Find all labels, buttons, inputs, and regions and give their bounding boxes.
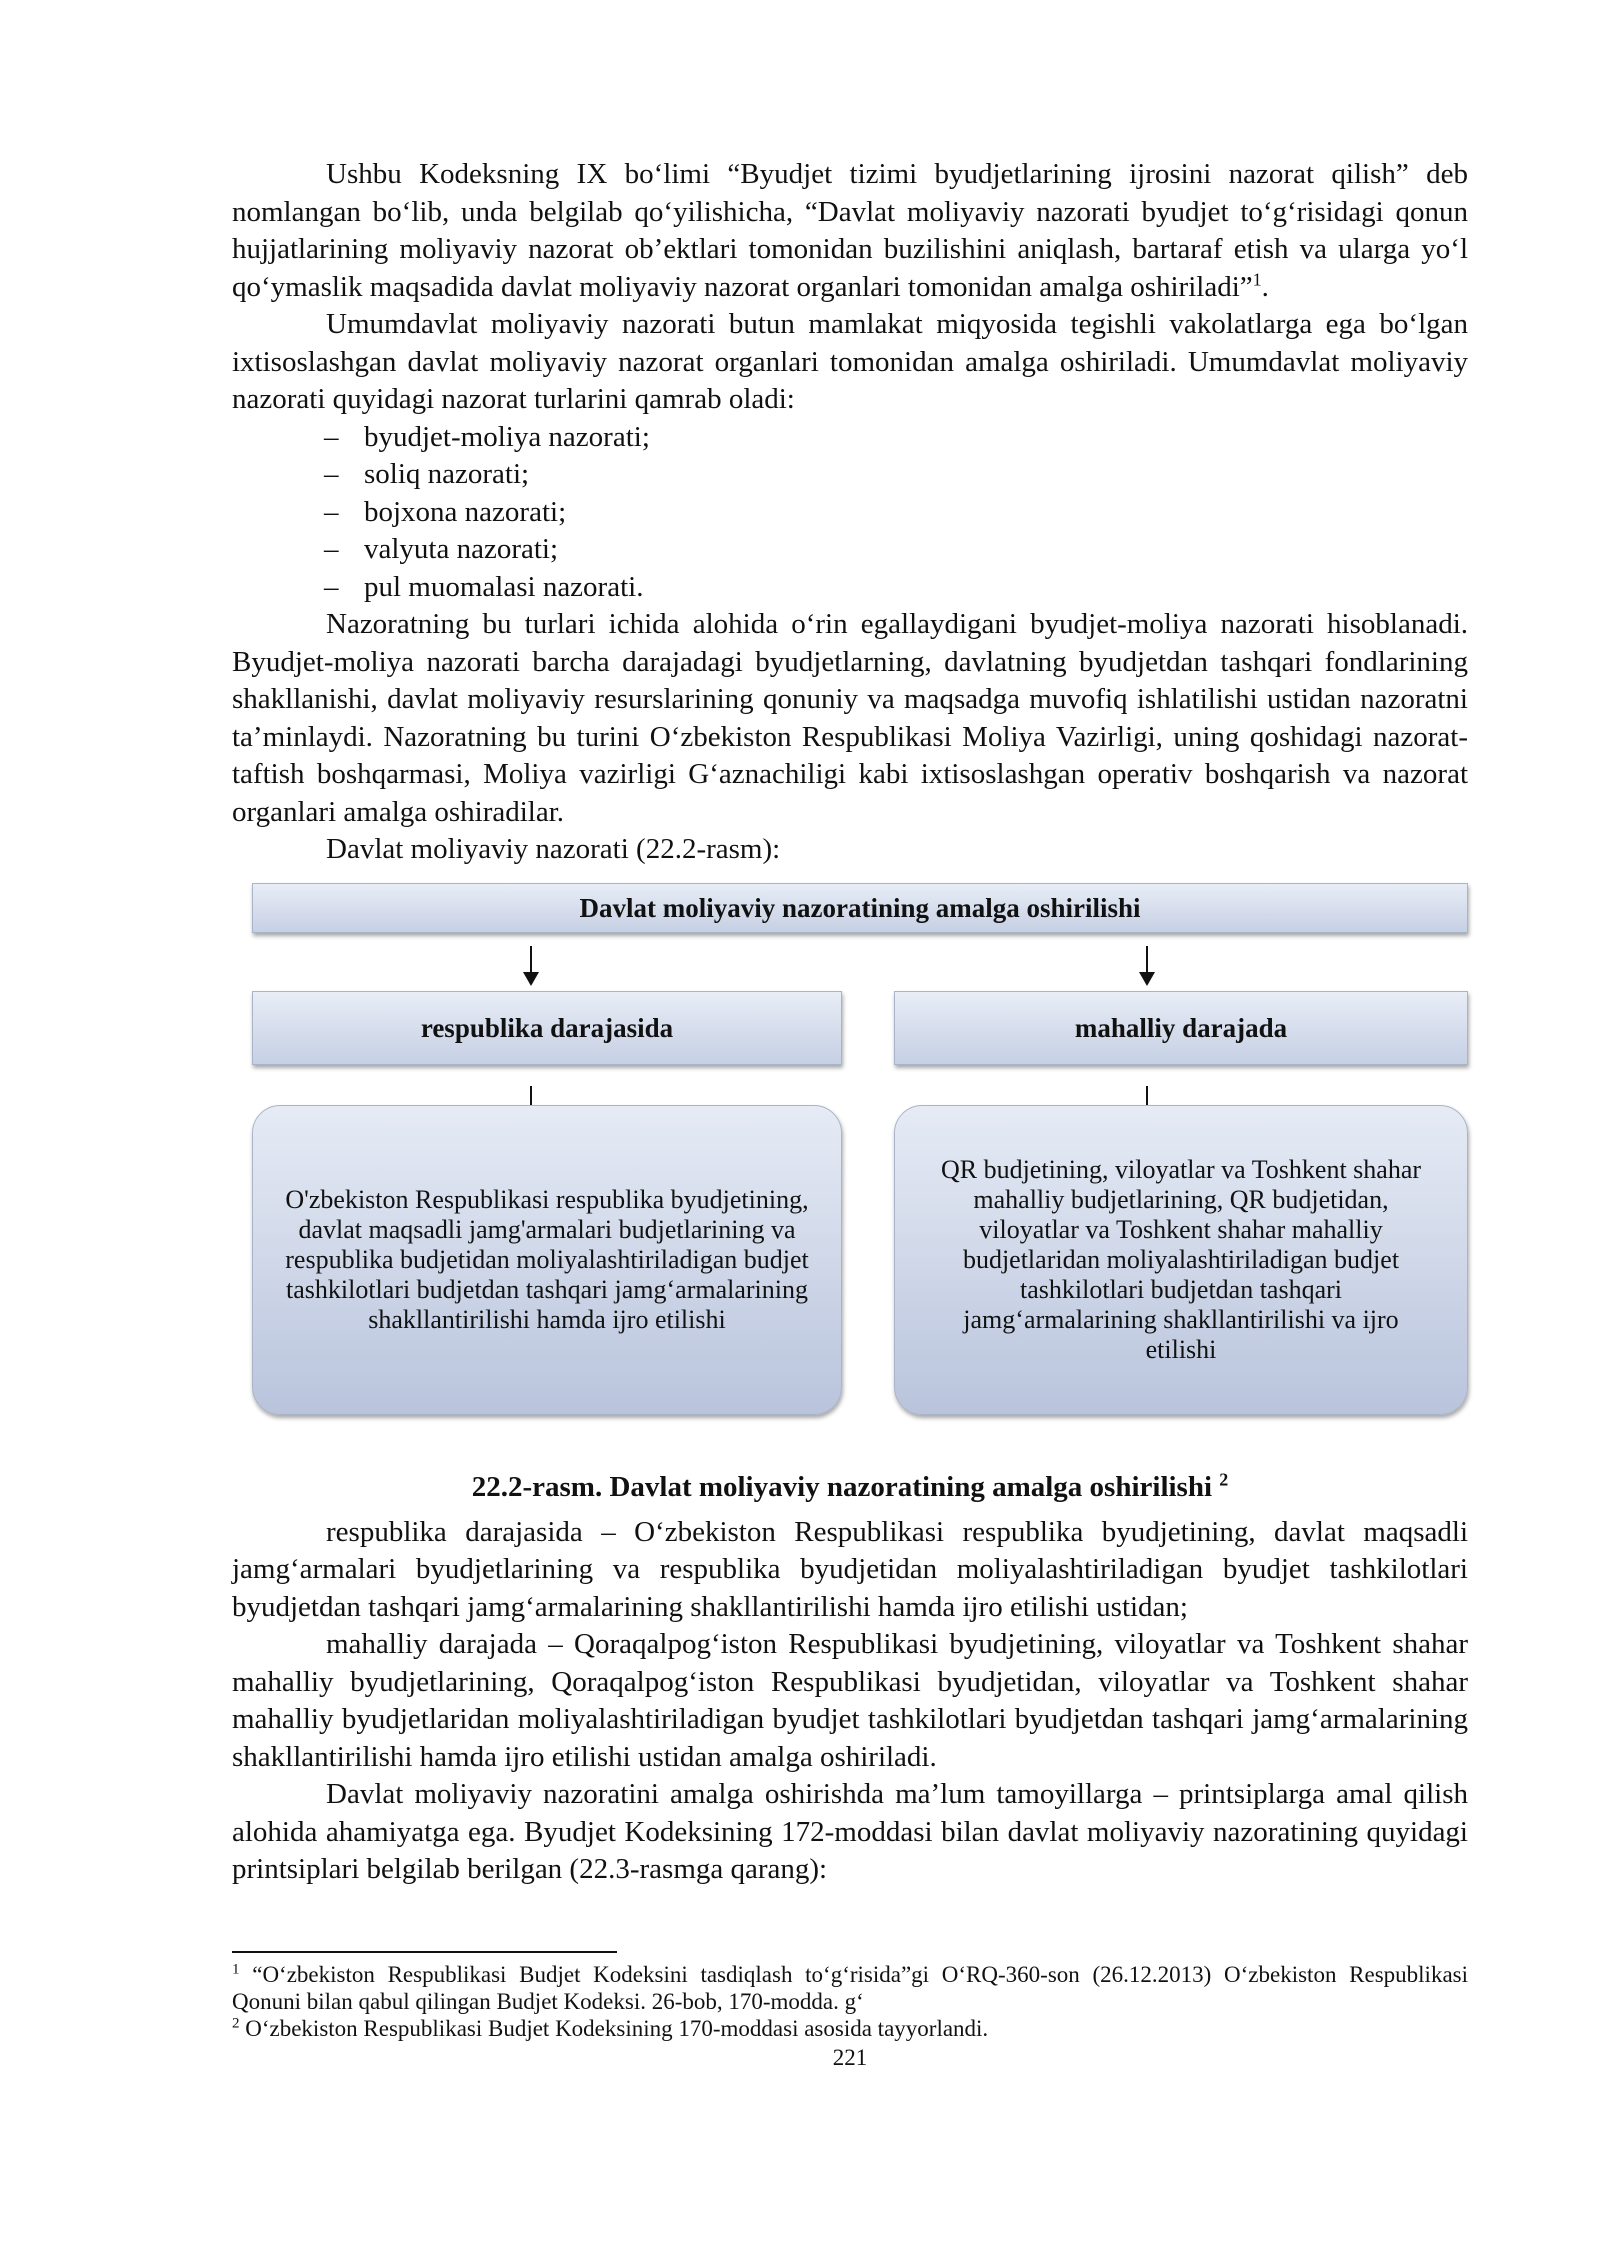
- paragraph-4: Davlat moliyaviy nazorati (22.2-rasm):: [326, 833, 781, 865]
- footnote-2: $^2$ O‘zbekiston Respublikasi Budjet Kodeksining 170-moddasi asosida tayyorlandi.: [232, 2014, 989, 2041]
- footnote-1: $^1$ “O‘zbekiston Respublikasi Budjet Kodeksini tasdiqlash to‘g‘risida”gi O‘RQ-360-son (26.12.2013) O‘zbekiston Respublikasi Qonuni bilan qabul qilingan Budjet Kodeksi. 26-bob, 170-modda. g‘: [232, 1960, 1468, 2014]
- paragraph-5: respublika darajasida – O‘zbekiston Respublikasi respublika byudjetining, davlat maqsadli jamg‘armalari byudjetlarining va respublika byudjetidan moliyalashtiriladigan byudjet tashkilotlari byudjetdan tashqari jamg‘armalarining shakllantirilishi hamda ijro etilishi ustidan;: [232, 1515, 1468, 1623]
- list-item: – valyuta nazorati;: [324, 533, 559, 565]
- paragraph-7: Davlat moliyaviy nazoratini amalga oshirishda ma’lum tamoyillarga – printsiplarga amal qilish alohida ahamiyatga ega. Byudjet Kodeksining 172-moddasi bilan davlat moliyaviy nazoratining quyidagi printsiplari belgilab berilgan (22.3-rasmga qarang):: [232, 1778, 1468, 1885]
- diagram-right-desc-box: QR budjetining, viloyatlar va Toshkent shahar mahalliy budjetlarining, QR budjetidan, viloyatlar va Toshkent shahar mahalliy budjetlaridan moliyalashtiriladigan budjet tashkilotlari budjetdan tashqari jamgʻarmalarining shakllantirilishi va ijro etilishi: [894, 1105, 1468, 1415]
- list-item: – byudjet-moliya nazorati;: [324, 420, 650, 453]
- diagram-right-level-box: mahalliy darajada: [894, 991, 1468, 1065]
- paragraph-3: Nazoratning bu turlari ichida alohida o‘rin egallaydigani byudjet-moliya nazorati hisoblanadi. Byudjet-moliya nazorati barcha darajadagi byudjetlarning, davlatning byudjetdan tashqari fondlarining shakllanishi, davlat moliyaviy resurslarining qonuniy va maqsadga muvofiq ishlatilishi ustidan nazoratni ta’minlaydi. Nazoratning bu turini O‘zbekiston Respublikasi Moliya Vazirligi, uning qoshidagi nazorat-taftish boshqarmasi, Moliya vazirligi G‘aznachiligi kabi ixtisoslashgan operativ boshqarish va nazorat organlari amalga oshiradilar.: [232, 608, 1468, 828]
- footnote-divider: [232, 1951, 617, 1953]
- list-item: – bojxona nazorati;: [324, 495, 567, 528]
- paragraph-1: Ushbu Kodeksning IX bo‘limi “Byudjet tizimi byudjetlarining ijrosini nazorat qilish” deb nomlangan bo‘lib, unda belgilab qo‘yilishicha, “Davlat moliyaviy nazorati byudjet to‘g‘risidagi qonun hujjatlarining moliyaviy nazorat ob’ektlari tomonidan buzilishini aniqlash, bartaraf etish va ularga yo‘l qo‘ymaslik maqsadida davlat moliyaviy nazorat organlari tomonidan amalga oshiriladi”$^1$.: [232, 158, 1468, 303]
- list-item: – pul muomalasi nazorati.: [324, 570, 644, 603]
- arrow-down-icon: [530, 946, 532, 982]
- footnote-ref-2[interactable]: 2: [1219, 1468, 1229, 1489]
- control-types-list: [232, 419, 1468, 607]
- page-number: 221: [832, 2044, 868, 2070]
- document-page: [232, 156, 1468, 2072]
- arrow-down-icon: [1146, 946, 1148, 982]
- control-diagram: [232, 883, 1468, 1443]
- list-item: – soliq nazorati;: [324, 458, 530, 490]
- paragraph-6: mahalliy darajada – Qoraqalpog‘iston Respublikasi byudjetining, viloyatlar va Toshkent shahar mahalliy byudjetlarining, Qoraqalpog‘iston Respublikasi byudjetidan, viloyatlar va Toshkent shahar mahalliy byudjetlaridan moliyalashtiriladigan byudjet tashkilotlari byudjetdan tashqari jamg‘armalarining shakllantirilishi hamda ijro etilishi ustidan amalga oshiriladi.: [232, 1628, 1468, 1773]
- figure-caption: 22.2-rasm. Davlat moliyaviy nazoratining amalga oshirilishi $^2$: [471, 1468, 1229, 1503]
- paragraph-2: Umumdavlat moliyaviy nazorati butun mamlakat miqyosida tegishli vakolatlarga ega bo‘lgan ixtisoslashgan davlat moliyaviy nazorat organlari tomonidan amalga oshiriladi. Umumdavlat moliyaviy nazorati quyidagi nazorat turlarini qamrab oladi:: [232, 308, 1468, 415]
- diagram-top-box: Davlat moliyaviy nazoratining amalga oshirilishi: [252, 883, 1468, 933]
- footnote-ref-1[interactable]: 1: [1252, 268, 1262, 289]
- diagram-left-desc-box: O'zbekiston Respublikasi respublika byudjetining, davlat maqsadli jamg'armalari budjetlarining va respublika budjetidan moliyalashtiriladigan budjet tashkilotlari budjetdan tashqari jamgʻarmalarining shakllantirilishi hamda ijro etilishi: [252, 1105, 842, 1415]
- diagram-left-level-box: respublika darajasida: [252, 991, 842, 1065]
